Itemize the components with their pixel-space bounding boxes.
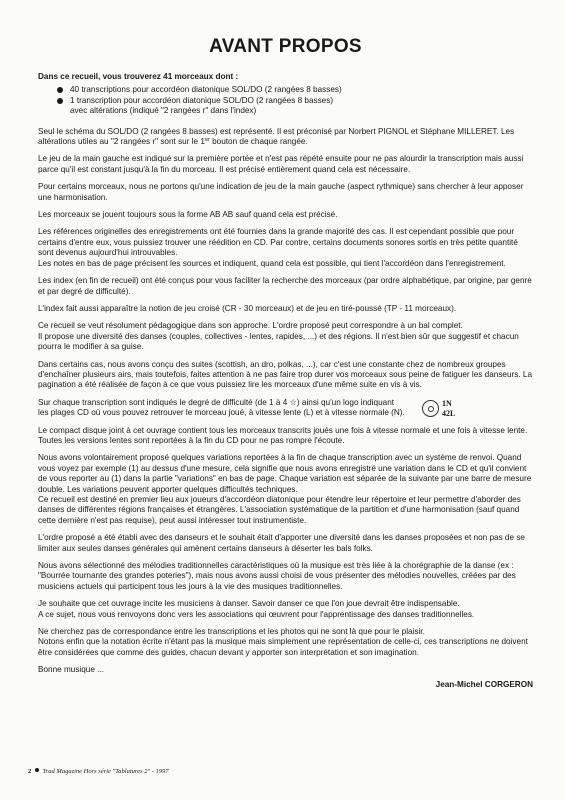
paragraph [38,453,533,526]
bullet-icon [57,87,63,93]
list-item [38,85,533,95]
paragraph [38,398,533,419]
intro-text: Dans ce recueil, vous trouverez 41 morceaux dont : [38,72,239,81]
paragraph: L'ordre proposé a été établi avec des danseurs et le souhait était d'apporter une diversité dans les danses proposées et non pas de se limiter aux seules danses générales qui amènent certains danseurs à déserter les bals folks. [38,533,525,553]
paragraph [38,127,533,148]
bullet-icon [35,768,39,772]
closing-text: Bonne musique ... [38,665,104,675]
paragraph [38,627,533,658]
paragraph-text: Il propose une diversité des danses (couples, collectives - lentes, rapides, ...) et des régions. Il n'est bien sûr que suggestif et chacun pourra le modifier à sa guise. [38,331,519,352]
bullet-text: 40 transcriptions pour accordéon diatonique SOL/DO (2 rangées 8 basses) [70,85,342,95]
page-number: 2 [28,768,32,775]
paragraph: L'index fait aussi apparaître la notion de jeu croisé (CR - 30 morceaux) et de jeu en tiré-poussé (TP - 11 morceaux). [38,303,457,313]
paragraph: Pour certains morceaux, nous ne portons qu'une indication de jeu de la main gauche (aspect rythmique) sans chercher à leur apposer une harmonisation. [38,182,524,202]
paragraph-text: Seul le schéma du SOL/DO (2 rangées 8 basses) est représenté. Il est préconisé par Norbert PIGNOL et Stéphane MILLERET. Les altérations utiles au "2 rangées r" sont sur le 1 [38,126,515,147]
paragraph-text: les plages CD où vous pouvez retrouver le morceau joué, à vitesse lente (L) et à vitesse normale (N). [38,408,405,418]
paragraph: Nous avons sélectionné des mélodies traditionnelles caractéristiques où la musique est très liée à la chorégraphie de la danse (ex : "Bourrée tournante des grandes poteries"), mais nous avons aussi choisi de vous présenter des mélodies nouvelles, créées par des musiciens actuels qui participent tous les jours à la vie des musiques traditionnelles. [38,561,516,591]
superscript: er [204,137,210,144]
paragraph-text: Les notes en bas de page précisent les sources et indiquent, quand cela est possible, qui tient l'accordéon dans l'enregistrement. [38,258,506,268]
paragraph [38,227,533,269]
paragraph-text: Les références originelles des enregistrements ont été fournies dans la grande majorité des cas. Il est cependant possible que pour certains d'entre eux, vous puissiez trouver une réédition en CD. Par contre, certains documents sonores sortis en très petite quantité sont devenus aujourd'hui introuvables. [38,227,518,258]
paragraph: Le jeu de la main gauche est indiqué sur la première portée et n'est pas répété ensuite pour ne pas alourdir la transcription mais aussi parce qu'il est constant jusqu'à la fin du morceau. Il est précisé entièrement quand cela est nécessaire. [38,154,524,174]
bullet-list [38,85,533,116]
paragraph-text: Ne cherchez pas de correspondance entre les transcriptions et les photos qui ne sont là que pour le plaisir. [38,627,425,637]
bullet-text: avec altérations (indiqué "2 rangées r" dans l'index) [70,106,257,116]
cd-logo [422,399,472,421]
paragraph-text: Ce recueil est destiné en premier lieu aux joueurs d'accordéon diatonique pour étendre leur répertoire et leur permettre d'aborder des danses de différentes régions françaises et étrangères. L'association systématique de la partition et d'une harmonisation (sauf quand cette dernière n'est pas requise), peut aussi intéresser tout instrumentiste. [38,495,521,525]
paragraph: Dans certains cas, nous avons conçu des suites (scottish, an dro, polkas, ...), car c'est une constante chez de nombreux groupes d'enchaîner plusieurs airs, mais toutefois, faites attention à ne pas faire trop durer vos morceaux sous peine de fatiguer les danseurs. La pagination a été réalisée de façon à ce que vous puissiez lire les morceaux d'une même suite en vis à vis. [38,359,533,390]
cd-track-normal: 1N [442,398,452,408]
paragraph-text: Nous avons volontairement proposé quelques variations reportées à la fin de chaque transcription avec un système de renvoi. Quand vous voyez par exemple (1) au dessus d'une mesure, cela signifie que nous avons enregistré une variation dans le CD et qu'il convient de vous reporter au (1) dans la partie "variations" en bas de page. Chaque variation est séparée de la suivante par une barre de mesure double. Les variations peuvent apporter quelques difficultés techniques. [38,453,532,494]
cd-track-slow: 42L [442,408,456,418]
paragraph [38,321,533,352]
paragraph [38,599,533,620]
paragraph: Les index (en fin de recueil) ont été conçus pour vous faciliter la recherche des morceaux (par ordre alphabétique, par origine, par genre et par degré de difficulté). [38,276,532,296]
paragraph: Le compact disque joint à cet ouvrage contient tous les morceaux transcrits joués une fois à vitesse normale et une fois à vitesse lente. Toutes les versions lentes sont reportées à la fin du CD pour ne pas rompre l'écoute. [38,425,528,445]
page-footer [28,767,169,777]
paragraph-text: Je souhaite que cet ouvrage incite les musiciens à danser. Savoir danser ce que l'on joue devrait être indispensable. [38,599,460,609]
paragraph: Les morceaux se jouent toujours sous la forme AB AB sauf quand cela est précisé. [38,210,338,220]
page [38,36,533,690]
paragraph-text: Notons enfin que la notation écrite n'étant pas la musique mais simplement une représentation de celle-ci, ces transcriptions ne doivent être considérées que comme des guides, chacun devant y apporter son interprétation et son imagination. [38,637,528,657]
cd-icon [422,400,439,417]
bullet-text: 1 transcription pour accordéon diatonique SOL/DO (2 rangées 8 basses) [70,95,334,105]
paragraph-text: Ce recueil se veut résolument pédagogique dans son approche. L'ordre proposé peut correspondre à un bal complet. [38,321,463,331]
list-item [38,96,533,117]
signature: Jean-Michel CORGERON [435,679,533,689]
paragraph-text: A ce sujet, nous vous renvoyons donc vers les associations qui œuvrent pour l'apprentissage des danses traditionnelles. [38,609,475,619]
page-title: AVANT PROPOS [209,36,362,57]
bullet-icon [57,98,63,104]
paragraph-text: bouton de chaque rangée. [209,137,308,147]
footer-text: Trad Magazine Hors série "Tablatures 2" - 1997 [42,768,169,775]
paragraph-text: Sur chaque transcription sont indiqués le degré de difficulté (de 1 à 4 ☆) ainsi qu'un logo indiquant [38,397,395,407]
